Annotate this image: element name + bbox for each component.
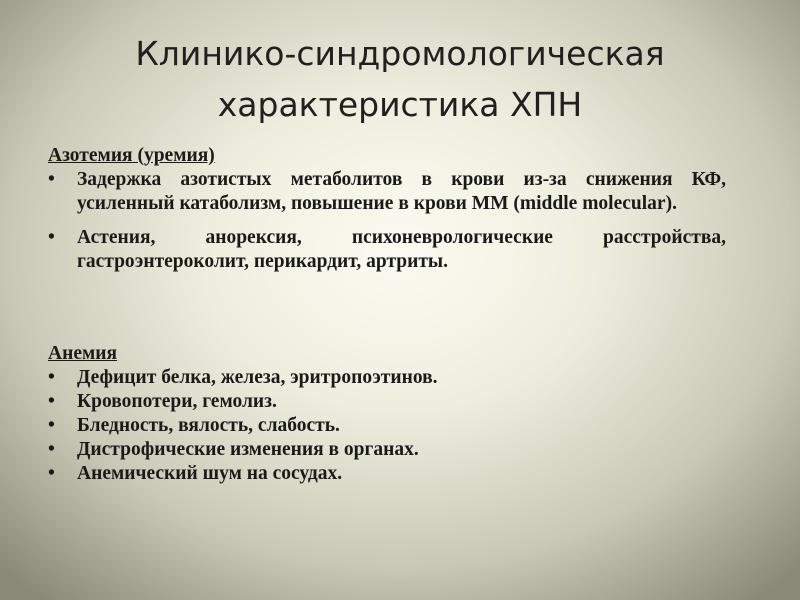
slide-title (40, 28, 760, 130)
list-item-text: Бледность, вялость, слабость. (77, 415, 340, 436)
list-item-text: Дефицит белка, железа, эритропоэтинов. (77, 367, 438, 388)
bullet-marker: • (48, 439, 55, 460)
bullet-marker: • (48, 463, 55, 484)
list-item-text: Кровопотери, гемолиз. (77, 391, 277, 412)
list-item (48, 390, 726, 414)
bullet-marker: • (48, 227, 55, 248)
list-item (48, 462, 726, 486)
section-azotemia (48, 144, 726, 274)
bullet-marker: • (48, 367, 55, 388)
list-item (48, 226, 726, 274)
slide-content (48, 144, 726, 486)
list-item-text: Дистрофические изменения в органах. (77, 439, 419, 460)
list-item-text: Анемический шум на сосудах. (77, 463, 343, 484)
slide-title-line-1: Клинико-синдромологическая (135, 34, 665, 73)
bullet-marker: • (48, 391, 55, 412)
bullet-marker: • (48, 415, 55, 436)
slide-title-line-2: характеристика ХПН (217, 85, 583, 124)
section-heading-azotemia: Азотемия (уремия) (48, 145, 215, 166)
list-item-text: Задержка азотистых метаболитов в крови из-за снижения КФ, усиленный катаболизм, повышение в крови ММ (middle molecular). (77, 169, 726, 214)
section-heading-anemia: Анемия (48, 343, 118, 364)
list-item (48, 438, 726, 462)
list-item (48, 168, 726, 216)
section-anemia (48, 342, 726, 486)
bullet-marker: • (48, 169, 55, 190)
bullet-list-azotemia (48, 168, 726, 274)
list-item (48, 414, 726, 438)
section-spacer (48, 284, 726, 342)
list-item-text: Астения, анорексия, психоневрологические расстройства, гастроэнтероколит, перикардит, артриты. (77, 227, 726, 272)
bullet-list-anemia (48, 366, 726, 486)
list-item (48, 366, 726, 390)
